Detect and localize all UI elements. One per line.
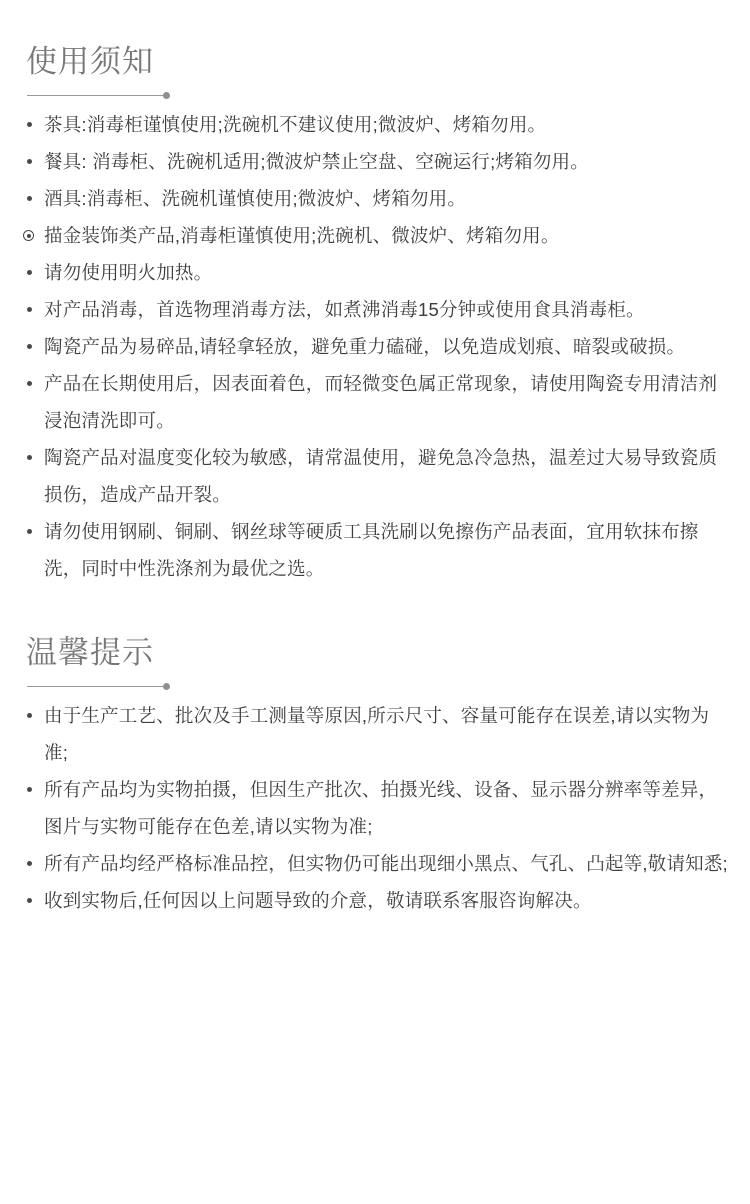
list-item xyxy=(22,771,728,845)
list-item-text: 所有产品均经严格标准品控，但实物仍可能出现细小黑点、气孔、凸起等,敬请知悉; xyxy=(44,853,728,874)
list-item xyxy=(22,254,728,291)
tips-list xyxy=(22,697,728,919)
bullet-dot-icon xyxy=(27,159,32,164)
bullet-dot-icon xyxy=(27,122,32,127)
section-title-tips: 温馨提示 xyxy=(26,635,154,670)
list-item-text: 陶瓷产品为易碎品,请轻拿轻放，避免重力磕碰，以免造成划痕、暗裂或破损。 xyxy=(44,336,686,357)
bullet-dot-icon xyxy=(27,307,32,312)
title-underline-decoration xyxy=(27,677,173,697)
list-item-text: 请勿使用明火加热。 xyxy=(44,262,213,283)
title-rule-line xyxy=(27,95,165,96)
list-item-text: 请勿使用钢刷、铜刷、钢丝球等硬质工具洗刷以免擦伤产品表面，宜用软抹布擦洗，同时中性洗涤剂为最优之选。 xyxy=(44,521,699,579)
list-item xyxy=(22,365,728,439)
title-underline-decoration xyxy=(27,86,173,106)
bullet-dot-icon xyxy=(27,455,32,460)
bullet-dot-icon xyxy=(27,787,32,792)
bullet-ring-icon xyxy=(23,230,34,241)
section-header-usage xyxy=(22,40,728,106)
list-item xyxy=(22,328,728,365)
list-item-text: 所有产品均为实物拍摄，但因生产批次、拍摄光线、设备、显示器分辨率等差异，图片与实物可能存在色差,请以实物为准; xyxy=(44,779,718,837)
bullet-dot-icon xyxy=(27,196,32,201)
list-item-text: 产品在长期使用后，因表面着色，而轻微变色属正常现象，请使用陶瓷专用清洁剂浸泡清洗即可。 xyxy=(44,373,718,431)
list-item-text: 陶瓷产品对温度变化较为敏感，请常温使用，避免急冷急热，温差过大易导致瓷质损伤，造成产品开裂。 xyxy=(44,447,718,505)
list-item xyxy=(22,845,728,882)
list-item-text: 对产品消毒，首选物理消毒方法，如煮沸消毒15分钟或使用食具消毒柜。 xyxy=(44,299,645,320)
list-item xyxy=(22,217,728,254)
list-item-text: 由于生产工艺、批次及手工测量等原因,所示尺寸、容量可能存在误差,请以实物为准; xyxy=(44,705,710,763)
usage-list-dinnerware xyxy=(22,106,728,254)
bullet-dot-icon xyxy=(27,713,32,718)
bullet-dot-icon xyxy=(27,381,32,386)
list-item-text: 茶具:消毒柜谨慎使用;洗碗机不建议使用;微波炉、烤箱勿用。 xyxy=(44,114,547,135)
list-item-text: 餐具: 消毒柜、洗碗机适用;微波炉禁止空盘、空碗运行;烤箱勿用。 xyxy=(44,151,589,172)
bullet-dot-icon xyxy=(27,270,32,275)
list-item xyxy=(22,439,728,513)
title-rule-dot xyxy=(163,92,170,99)
list-item xyxy=(22,143,728,180)
list-item xyxy=(22,513,728,587)
section-header-tips xyxy=(22,631,728,697)
bullet-dot-icon xyxy=(27,898,32,903)
list-item-text: 收到实物后,任何因以上问题导致的介意，敬请联系客服咨询解决。 xyxy=(44,890,592,911)
title-rule-line xyxy=(27,686,165,687)
list-item xyxy=(22,697,728,771)
list-item xyxy=(22,106,728,143)
title-rule-dot xyxy=(163,683,170,690)
list-item-text: 描金装饰类产品,消毒柜谨慎使用;洗碗机、微波炉、烤箱勿用。 xyxy=(44,225,560,246)
list-item xyxy=(22,180,728,217)
page-title: 使用须知 xyxy=(26,44,154,79)
bullet-dot-icon xyxy=(27,344,32,349)
list-item xyxy=(22,882,728,919)
bullet-dot-icon xyxy=(27,529,32,534)
bullet-dot-icon xyxy=(27,861,32,866)
list-item-text: 酒具:消毒柜、洗碗机谨慎使用;微波炉、烤箱勿用。 xyxy=(44,188,467,209)
list-item xyxy=(22,291,728,328)
usage-list-care xyxy=(22,254,728,587)
